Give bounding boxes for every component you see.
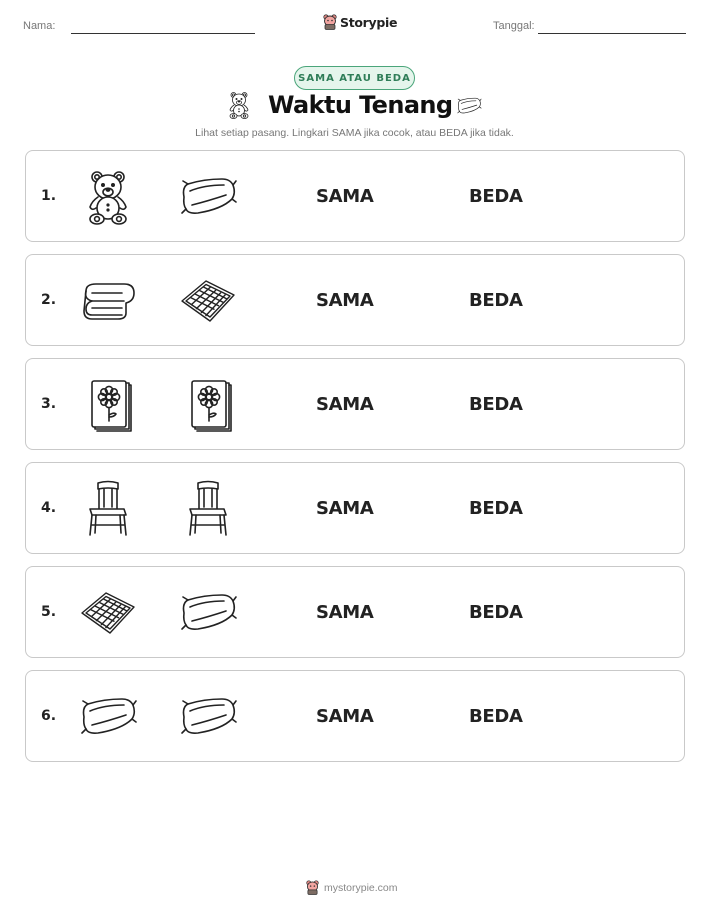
question-number: 3. xyxy=(41,396,57,412)
flower-book-icon xyxy=(78,375,138,435)
title-row xyxy=(0,89,709,125)
question-number: 1. xyxy=(41,188,57,204)
different-option[interactable]: BEDA xyxy=(469,602,523,623)
brand-name: Storypie xyxy=(340,14,398,30)
different-option[interactable]: BEDA xyxy=(469,186,523,207)
question-row xyxy=(25,670,685,762)
question-row xyxy=(25,566,685,658)
pillow-icon xyxy=(452,93,486,119)
different-option[interactable]: BEDA xyxy=(469,498,523,519)
question-row xyxy=(25,358,685,450)
blanket-icon xyxy=(78,271,138,331)
brand-logo xyxy=(323,14,397,30)
pillow-icon xyxy=(178,687,238,747)
chair-icon xyxy=(178,479,238,539)
chair-icon xyxy=(78,479,138,539)
pillow-icon xyxy=(178,167,238,227)
bear-logo-icon xyxy=(323,14,337,30)
date-label: Tanggal: xyxy=(493,20,535,32)
footer xyxy=(306,880,398,895)
question-number: 2. xyxy=(41,292,57,308)
activity-badge: SAMA ATAU BEDA xyxy=(294,66,415,90)
instructions: Lihat setiap pasang. Lingkari SAMA jika cocok, atau BEDA jika tidak. xyxy=(195,127,514,139)
question-number: 5. xyxy=(41,604,57,620)
bear-logo-icon xyxy=(306,880,319,895)
teddy-bear-icon xyxy=(224,89,254,121)
quilt-icon xyxy=(178,271,238,331)
same-option[interactable]: SAMA xyxy=(316,186,374,207)
name-field[interactable] xyxy=(71,33,255,34)
same-option[interactable]: SAMA xyxy=(316,290,374,311)
question-row xyxy=(25,254,685,346)
question-number: 4. xyxy=(41,500,57,516)
page-title: Waktu Tenang xyxy=(268,91,453,119)
question-number: 6. xyxy=(41,708,57,724)
same-option[interactable]: SAMA xyxy=(316,602,374,623)
footer-url[interactable]: mystorypie.com xyxy=(324,881,398,894)
question-row xyxy=(25,462,685,554)
different-option[interactable]: BEDA xyxy=(469,394,523,415)
pillow-icon xyxy=(178,583,238,643)
worksheet-header xyxy=(0,14,709,38)
same-option[interactable]: SAMA xyxy=(316,706,374,727)
name-label: Nama: xyxy=(23,20,56,32)
same-option[interactable]: SAMA xyxy=(316,394,374,415)
different-option[interactable]: BEDA xyxy=(469,706,523,727)
quilt-icon xyxy=(78,583,138,643)
pillow-icon xyxy=(78,687,138,747)
different-option[interactable]: BEDA xyxy=(469,290,523,311)
flower-book-icon xyxy=(178,375,238,435)
date-field[interactable] xyxy=(538,33,686,34)
same-option[interactable]: SAMA xyxy=(316,498,374,519)
teddy-bear-icon xyxy=(78,167,138,227)
question-row xyxy=(25,150,685,242)
